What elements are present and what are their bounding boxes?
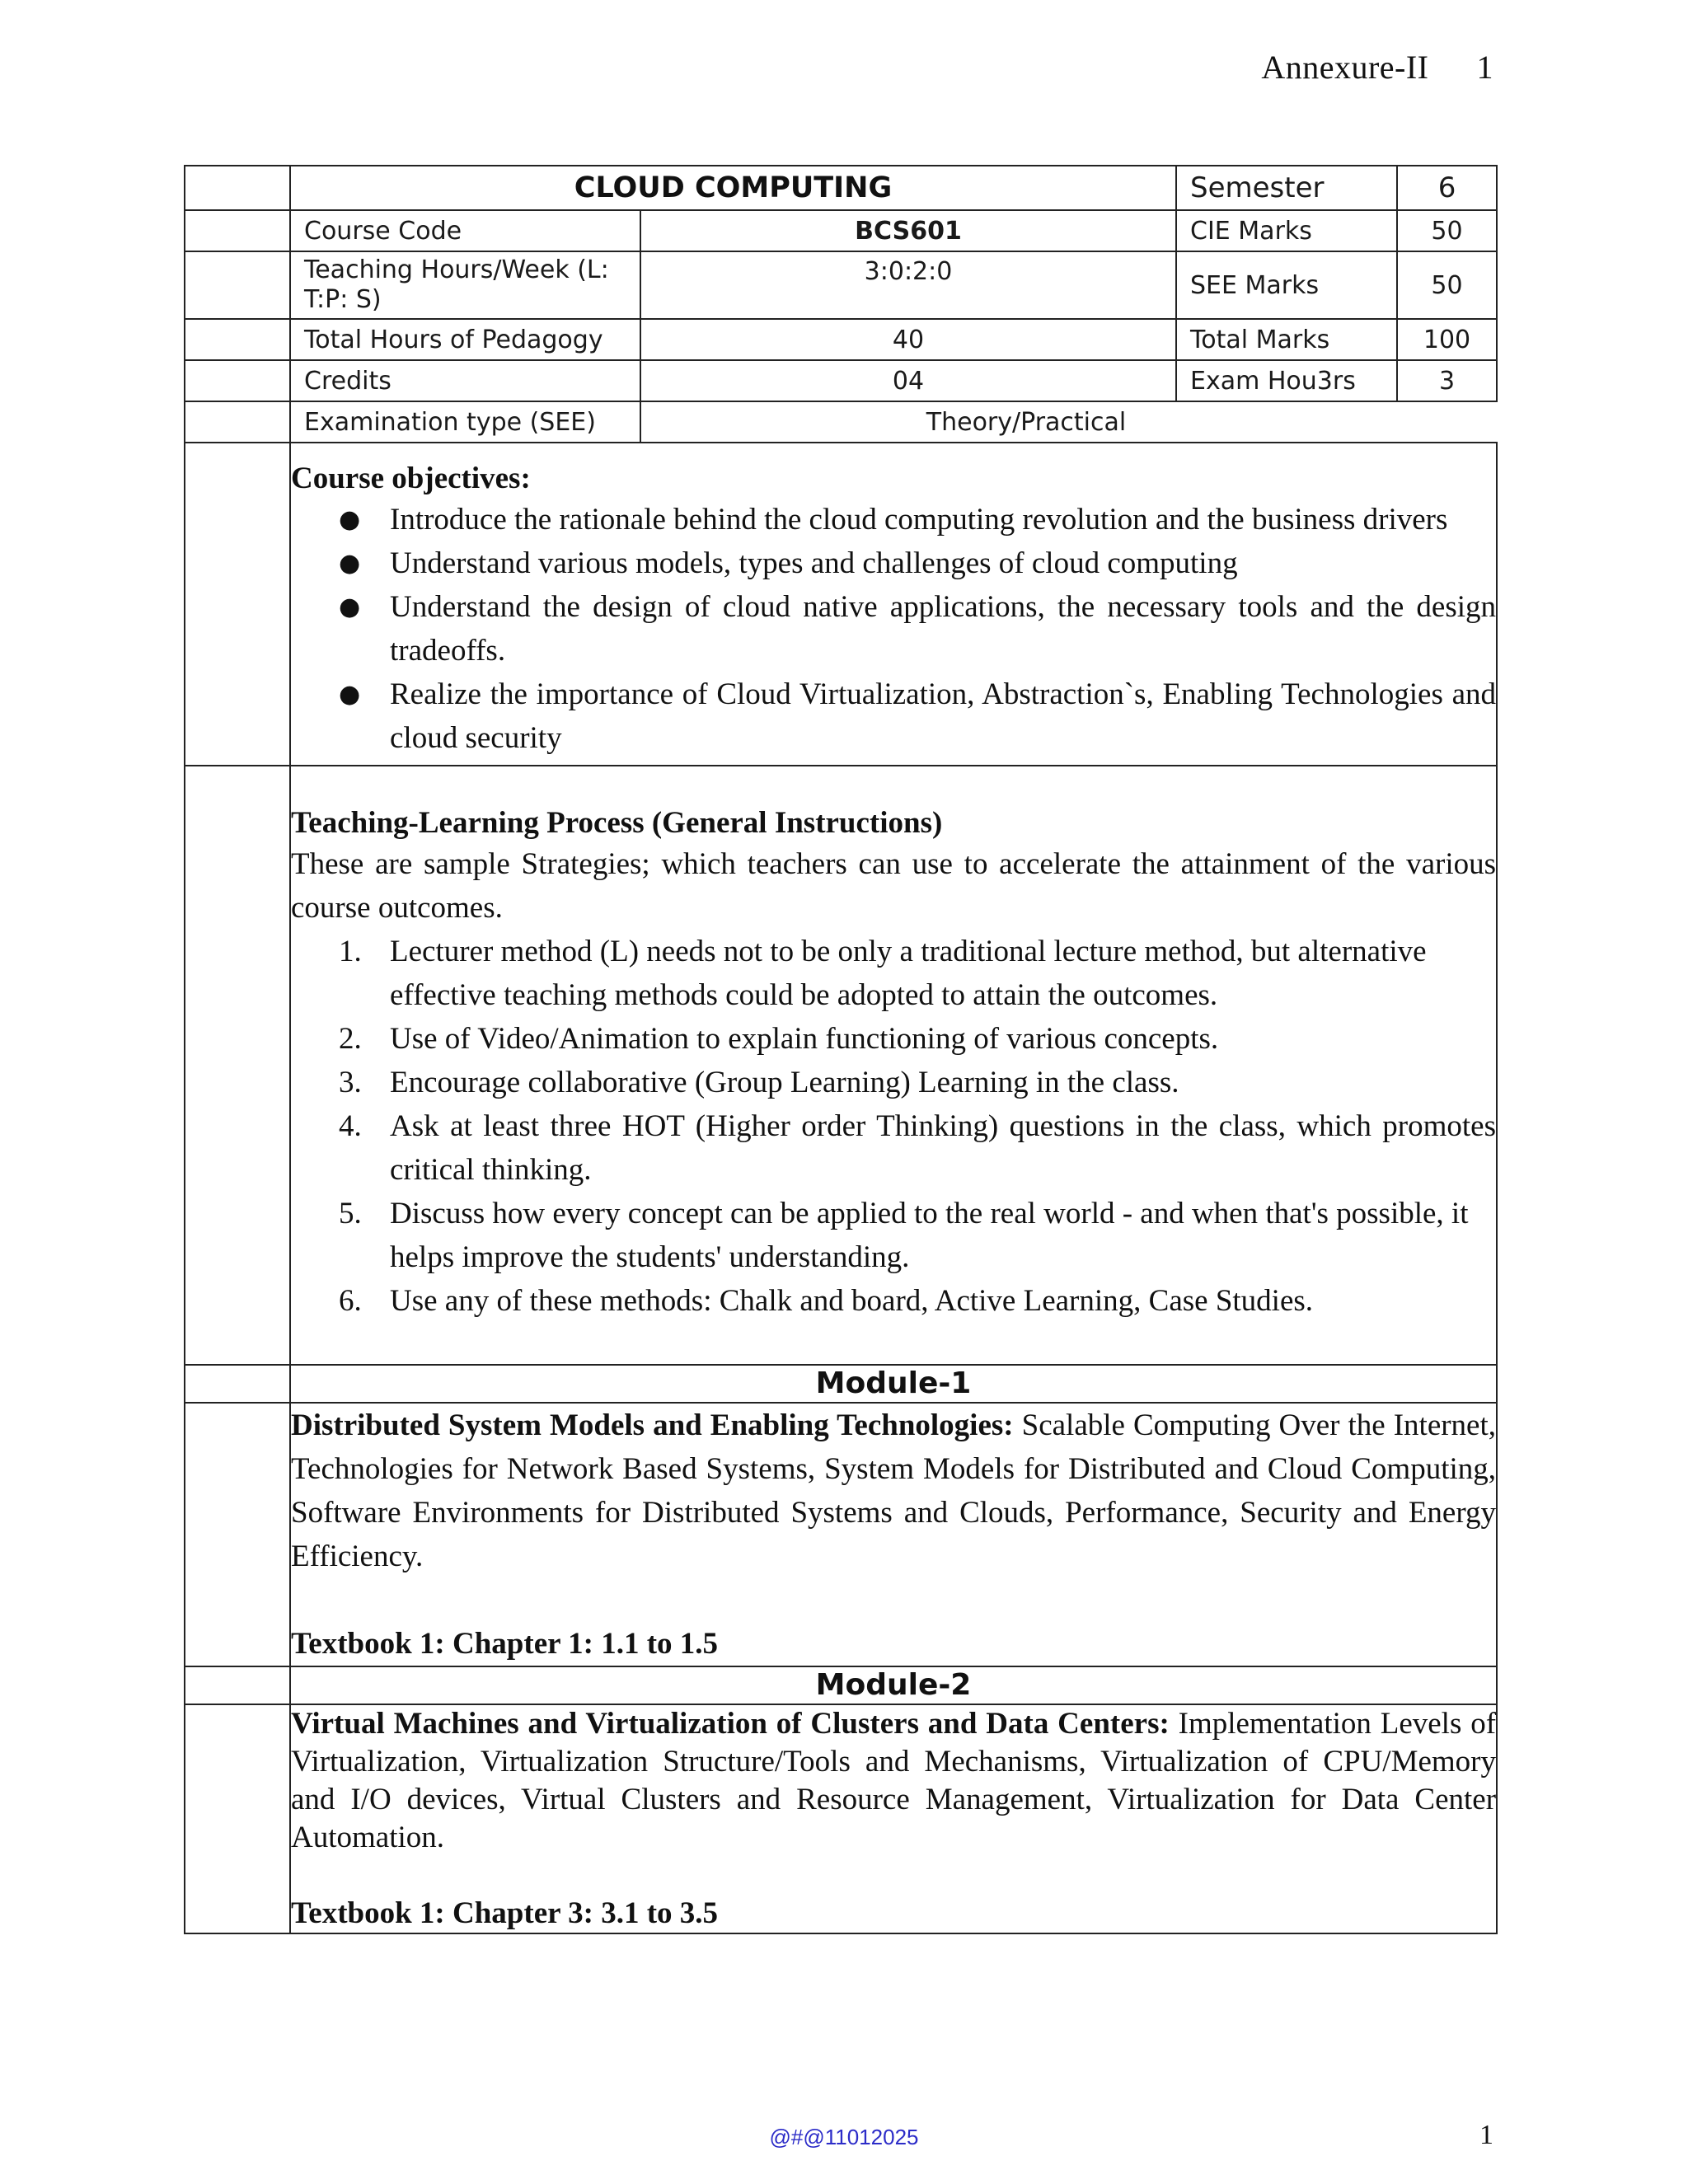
teaching-heading: Teaching-Learning Process (General Instructions) [291,806,943,840]
total-marks-label: Total Marks [1176,319,1397,360]
module-1-title: Module-1 [290,1365,1497,1403]
exam-hours-label: Exam Hou3rs [1176,360,1397,401]
teaching-item: 6. Use any of these methods: Chalk and board, Active Learning, Case Studies. [339,1284,1314,1318]
header-page-number: 1 [1476,49,1493,86]
margin-cell [185,166,290,210]
teaching-hours-value: 3:0:2:0 [640,251,1176,319]
total-marks-value: 100 [1397,319,1497,360]
objective-item: ● Understand various models, types and challenges of cloud computing [390,541,1496,585]
teaching-item: 2. Use of Video/Animation to explain functioning of various concepts. [339,1022,1219,1056]
credits-label: Credits [290,360,640,401]
module-1-content [290,1403,1497,1666]
cie-marks-label: CIE Marks [1176,210,1397,251]
module-2-title: Module-2 [290,1666,1497,1704]
teaching-item: 4. Ask at least three HOT (Higher order Thinking) questions in the class, which promotes critical thinking. [339,1109,1497,1187]
margin-cell [185,360,290,401]
course-code-label: Course Code [290,210,640,251]
margin-cell [185,1403,290,1666]
objective-item: ● Understand the design of cloud native applications, the necessary tools and the design tradeoffs. [390,585,1496,673]
margin-cell [185,1666,290,1704]
module-2-content [290,1704,1497,1933]
footer-document-id: @#@11012025 [769,2125,919,2149]
teaching-intro: These are sample Strategies; which teachers can use to accelerate the attainment of the various course outcomes. [291,847,1497,925]
exam-hours-value: 3 [1397,360,1497,401]
teaching-item: 1. Lecturer method (L) needs not to be only a traditional lecture method, but alternative effective teaching methods could be adopted to attain the outcomes. [339,935,1427,1012]
teaching-item: 5. Discuss how every concept can be applied to the real world - and when that's possible, it helps improve the students' understanding. [339,1197,1469,1274]
objectives-list [291,498,1496,760]
exam-type-label: Examination type (SEE) [290,401,640,443]
exam-type-value: Theory/Practical [640,401,1497,443]
cie-marks-value: 50 [1397,210,1497,251]
objective-item: ● Realize the importance of Cloud Virtualization, Abstraction`s, Enabling Technologies and cloud security [390,673,1496,760]
footer-page-number: 1 [1479,2120,1493,2150]
page-header [1261,48,1493,87]
see-marks-value: 50 [1397,251,1497,319]
module-1-textbook: Textbook 1: Chapter 1: 1.1 to 1.5 [291,1627,719,1661]
margin-cell [185,443,290,766]
credits-value: 04 [640,360,1176,401]
margin-cell [185,319,290,360]
margin-cell [185,1704,290,1933]
semester-label: Semester [1176,166,1397,210]
see-marks-label: SEE Marks [1176,251,1397,319]
objectives-section [290,443,1497,766]
margin-cell [185,766,290,1365]
annexure-title: Annexure-II [1261,49,1429,86]
margin-cell [185,1365,290,1403]
objectives-heading: Course objectives: [291,462,531,495]
course-table [184,165,1498,1934]
objective-item: ● Introduce the rationale behind the cloud computing revolution and the business drivers [390,498,1496,541]
course-title: CLOUD COMPUTING [290,166,1176,210]
module-2-textbook: Textbook 1: Chapter 3: 3.1 to 3.5 [291,1896,719,1930]
pedagogy-hours-value: 40 [640,319,1176,360]
margin-cell [185,210,290,251]
margin-cell [185,251,290,319]
teaching-list [291,930,1496,1323]
module-2-description: Virtual Machines and Virtualization of Clusters and Data Centers: Implementation Levels of Virtualization, Virtualization Structure/Tools and Mechanisms, Virtualization of CPU/Memory and I/O devices, Virtual Clusters and Resource Management, Virtualization for Data Center Automation. [291,1707,1497,1854]
semester-value: 6 [1397,166,1497,210]
teaching-item: 3. Encourage collaborative (Group Learning) Learning in the class. [339,1066,1179,1099]
pedagogy-hours-label: Total Hours of Pedagogy [290,319,640,360]
module-1-description: Distributed System Models and Enabling Technologies: Scalable Computing Over the Internet, Technologies for Network Based Systems, System Models for Distributed and Cloud Computing, Software Environments for Distributed Systems and Clouds, Performance, Security and Energy Efficiency. [291,1408,1497,1573]
teaching-section [290,766,1497,1365]
course-code-value: BCS601 [640,210,1176,251]
margin-cell [185,401,290,443]
teaching-hours-label: Teaching Hours/Week (L: T:P: S) [290,251,640,319]
